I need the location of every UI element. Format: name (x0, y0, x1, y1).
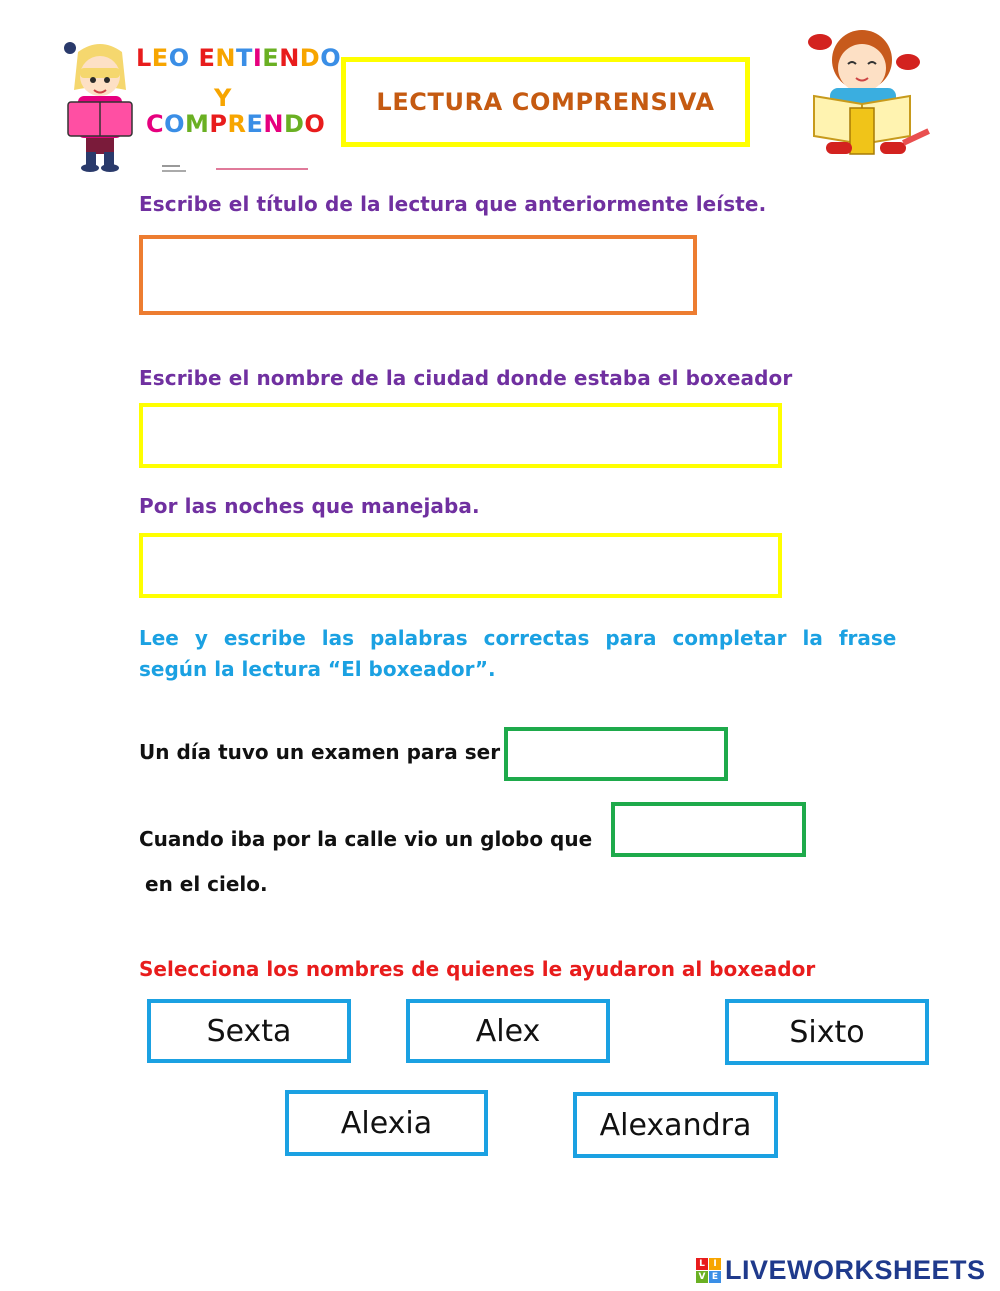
answer-1-input[interactable] (139, 235, 697, 315)
logo-letter: L (136, 44, 152, 72)
logo-letter: D (284, 110, 305, 138)
logo-letter: T (235, 44, 253, 72)
logo-letter: D (299, 44, 321, 72)
badge-letter: L (696, 1258, 708, 1270)
instruction-line-2: según la lectura “El boxeador”. (139, 657, 496, 681)
answer-2-input[interactable] (139, 403, 782, 468)
instruction-text (139, 623, 897, 685)
liveworksheets-wordmark: LIVEWORKSHEETS (725, 1255, 986, 1285)
logo-girl-illustration (60, 40, 140, 172)
logo-letter: Y (214, 84, 232, 112)
logo-letter: O (304, 110, 326, 138)
logo-letter: O (164, 110, 186, 138)
badge-letter: I (709, 1258, 721, 1270)
logo-letter: E (246, 110, 264, 138)
question-2-label: Escribe el nombre de la ciudad donde estaba el boxeador (139, 366, 793, 390)
question-1-label: Escribe el título de la lectura que anteriormente leíste. (139, 192, 767, 216)
child-reading-illustration (800, 16, 936, 164)
logo-letter: R (227, 110, 247, 138)
logo-letter: N (215, 44, 236, 72)
sentence-2-input[interactable] (611, 802, 806, 857)
logo-text-line-2 (214, 84, 232, 112)
option-alexandra[interactable]: Alexandra (573, 1092, 778, 1158)
logo-letter: P (209, 110, 228, 138)
logo-letter: N (263, 110, 284, 138)
badge-letter: E (709, 1271, 721, 1283)
answer-3-input[interactable] (139, 533, 782, 598)
logo-small-print-decoration (162, 160, 312, 172)
logo-letter: E (198, 44, 216, 72)
logo-letter: I (252, 44, 263, 72)
option-sexta[interactable]: Sexta (147, 999, 351, 1063)
badge-letter: V (696, 1271, 708, 1283)
logo-letter: E (262, 44, 280, 72)
liveworksheets-badge-icon (696, 1258, 721, 1283)
logo-text-line-1 (136, 44, 341, 72)
option-alex[interactable]: Alex (406, 999, 610, 1063)
logo-letter: E (151, 44, 169, 72)
logo-text-line-3 (146, 110, 325, 138)
liveworksheets-logo (696, 1255, 986, 1286)
logo-letter: N (279, 44, 300, 72)
logo-letter: O (320, 44, 342, 72)
instruction-line-1: Lee y escribe las palabras correctas para completar la frase (139, 626, 897, 650)
logo-letter: O (168, 44, 190, 72)
sentence-2-text-start: Cuando iba por la calle vio un globo que (139, 827, 593, 851)
option-alexia[interactable]: Alexia (285, 1090, 488, 1156)
sentence-1-input[interactable] (504, 727, 728, 781)
sentence-1-text: Un día tuvo un examen para ser (139, 740, 501, 764)
option-sixto[interactable]: Sixto (725, 999, 929, 1065)
select-prompt: Selecciona los nombres de quienes le ayudaron al boxeador (139, 957, 816, 981)
page-title: LECTURA COMPRENSIVA (376, 88, 715, 116)
sentence-2-text-end: en el cielo. (145, 872, 268, 896)
logo-letter: C (146, 110, 165, 138)
logo-letter: M (185, 110, 210, 138)
title-box (341, 57, 750, 147)
question-3-label: Por las noches que manejaba. (139, 494, 480, 518)
